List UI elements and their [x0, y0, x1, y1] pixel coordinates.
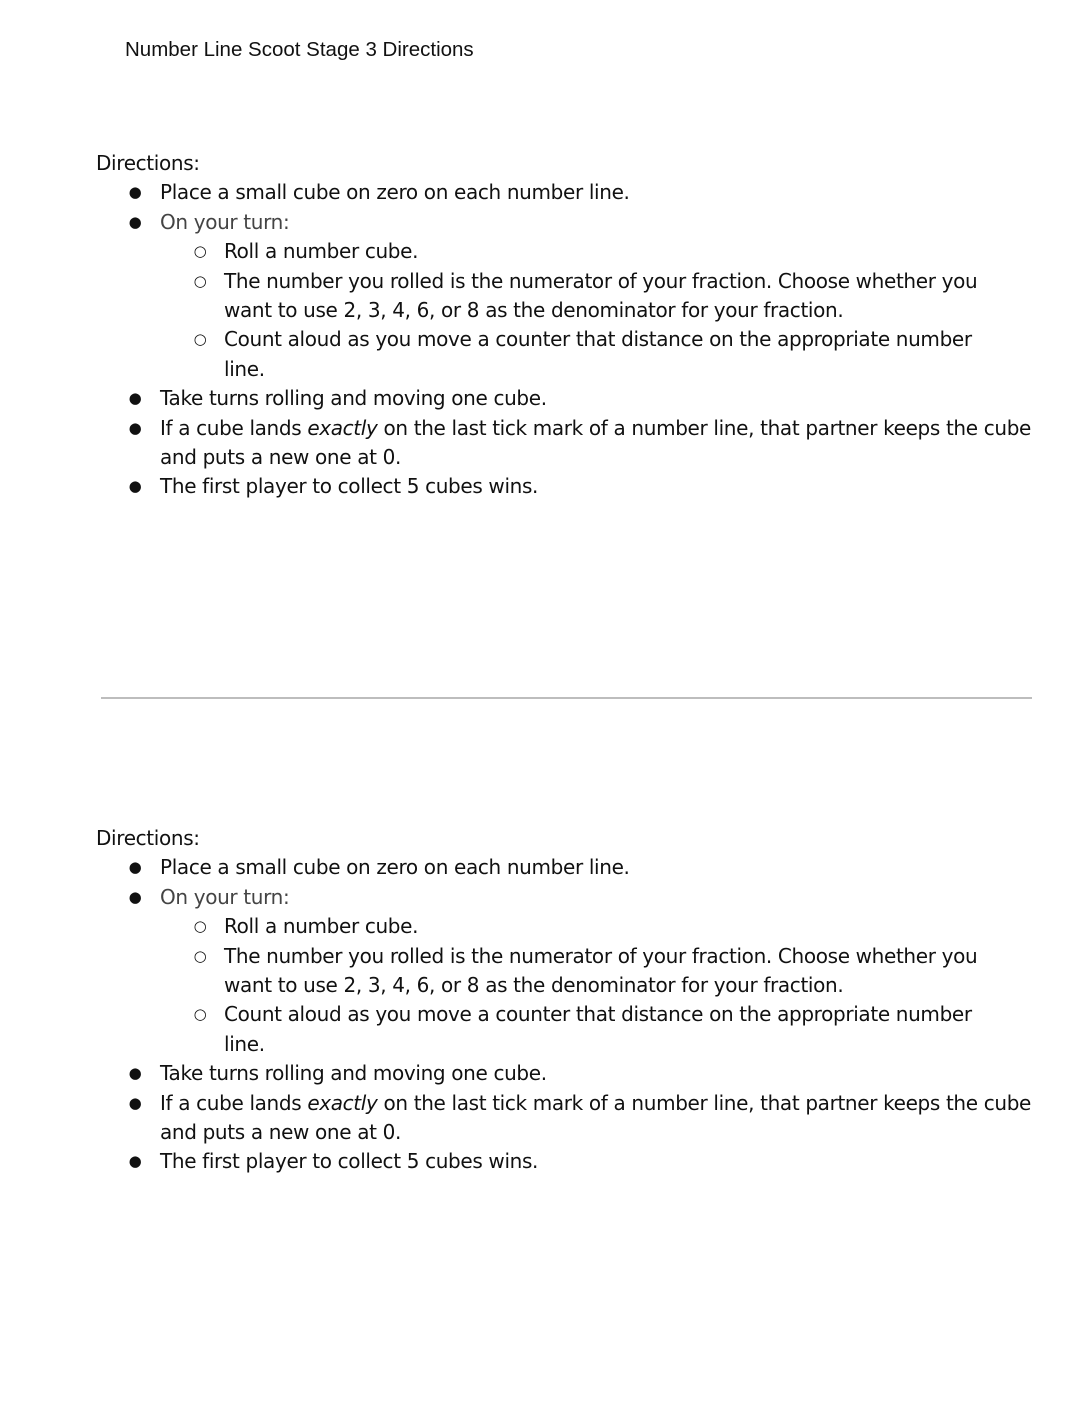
- sub-list-item-text: Roll a number cube.: [224, 239, 419, 264]
- sub-list-item-text: Count aloud as you move a counter that distance on the appropriate number line.: [224, 327, 972, 381]
- bullet-icon: ●: [128, 1152, 142, 1171]
- directions-heading: Directions:: [96, 151, 200, 175]
- hollow-bullet-icon: ○: [193, 1005, 207, 1024]
- directions-section-bottom: [96, 824, 1056, 1177]
- list-item: [96, 1147, 1056, 1176]
- hollow-bullet-icon: ○: [193, 946, 207, 965]
- directions-heading: Directions:: [96, 826, 200, 850]
- bullet-icon: ●: [128, 183, 142, 202]
- list-item: [96, 883, 1056, 1059]
- bullet-icon: ●: [128, 887, 142, 906]
- bullet-icon: ●: [128, 1093, 142, 1112]
- hollow-bullet-icon: ○: [193, 242, 207, 261]
- list-item-text: On your turn:: [160, 209, 290, 234]
- directions-section-top: [96, 149, 1056, 502]
- list-item-text-start: If a cube lands: [160, 415, 308, 440]
- list-item: [96, 208, 1056, 384]
- emphasis-text: exactly: [307, 1090, 378, 1115]
- bullet-icon: ●: [128, 212, 142, 231]
- bullet-icon: ●: [128, 858, 142, 877]
- emphasis-text: exactly: [307, 415, 378, 440]
- list-item-text: Place a small cube on zero on each number line.: [160, 855, 630, 880]
- list-item-text-end: on the last tick mark of a number line, that partner keeps the cube and puts a new one at 0.: [160, 415, 1031, 470]
- bullet-icon: ●: [128, 1064, 142, 1083]
- sub-list-item-text: Count aloud as you move a counter that distance on the appropriate number line.: [224, 1002, 972, 1056]
- sub-list-item: [160, 267, 1014, 326]
- sub-list-item: [160, 237, 1014, 266]
- list-item: [96, 414, 1056, 473]
- hollow-bullet-icon: ○: [193, 330, 207, 349]
- directions-list: [96, 853, 1056, 1176]
- list-item: [96, 853, 1056, 882]
- sub-list-item: [160, 912, 1014, 941]
- sub-list-item-text: Roll a number cube.: [224, 914, 419, 939]
- section-divider: [101, 697, 1032, 699]
- sub-list-item-text: The number you rolled is the numerator of your fraction. Choose whether you want to use 2, 3, 4, 6, or 8 as the denominator for your fraction.: [224, 943, 978, 998]
- list-item-text: On your turn:: [160, 884, 290, 909]
- sub-list-item: [160, 325, 1014, 384]
- list-item-text-start: If a cube lands: [160, 1090, 308, 1115]
- list-item: [96, 178, 1056, 207]
- list-item-text: Take turns rolling and moving one cube.: [160, 386, 547, 411]
- bullet-icon: ●: [128, 389, 142, 408]
- list-item: [96, 1059, 1056, 1088]
- hollow-bullet-icon: ○: [193, 271, 207, 290]
- list-item-text: The first player to collect 5 cubes wins.: [160, 474, 539, 499]
- directions-list: [96, 178, 1056, 501]
- sub-list-item-text: The number you rolled is the numerator of your fraction. Choose whether you want to use 2, 3, 4, 6, or 8 as the denominator for your fraction.: [224, 268, 978, 323]
- list-item: [96, 1089, 1056, 1148]
- list-item: [96, 472, 1056, 501]
- sub-list-item: [160, 1000, 1014, 1059]
- list-item-text: Take turns rolling and moving one cube.: [160, 1061, 547, 1086]
- list-item: [96, 384, 1056, 413]
- bullet-icon: ●: [128, 418, 142, 437]
- bullet-icon: ●: [128, 477, 142, 496]
- sub-list-item: [160, 942, 1014, 1001]
- hollow-bullet-icon: ○: [193, 917, 207, 936]
- sub-list: [160, 912, 1056, 1059]
- sub-list: [160, 237, 1056, 384]
- page-title: Number Line Scoot Stage 3 Directions: [125, 38, 474, 61]
- list-item-text: Place a small cube on zero on each number line.: [160, 180, 630, 205]
- list-item-text-end: on the last tick mark of a number line, that partner keeps the cube and puts a new one at 0.: [160, 1090, 1031, 1145]
- list-item-text: The first player to collect 5 cubes wins.: [160, 1149, 539, 1174]
